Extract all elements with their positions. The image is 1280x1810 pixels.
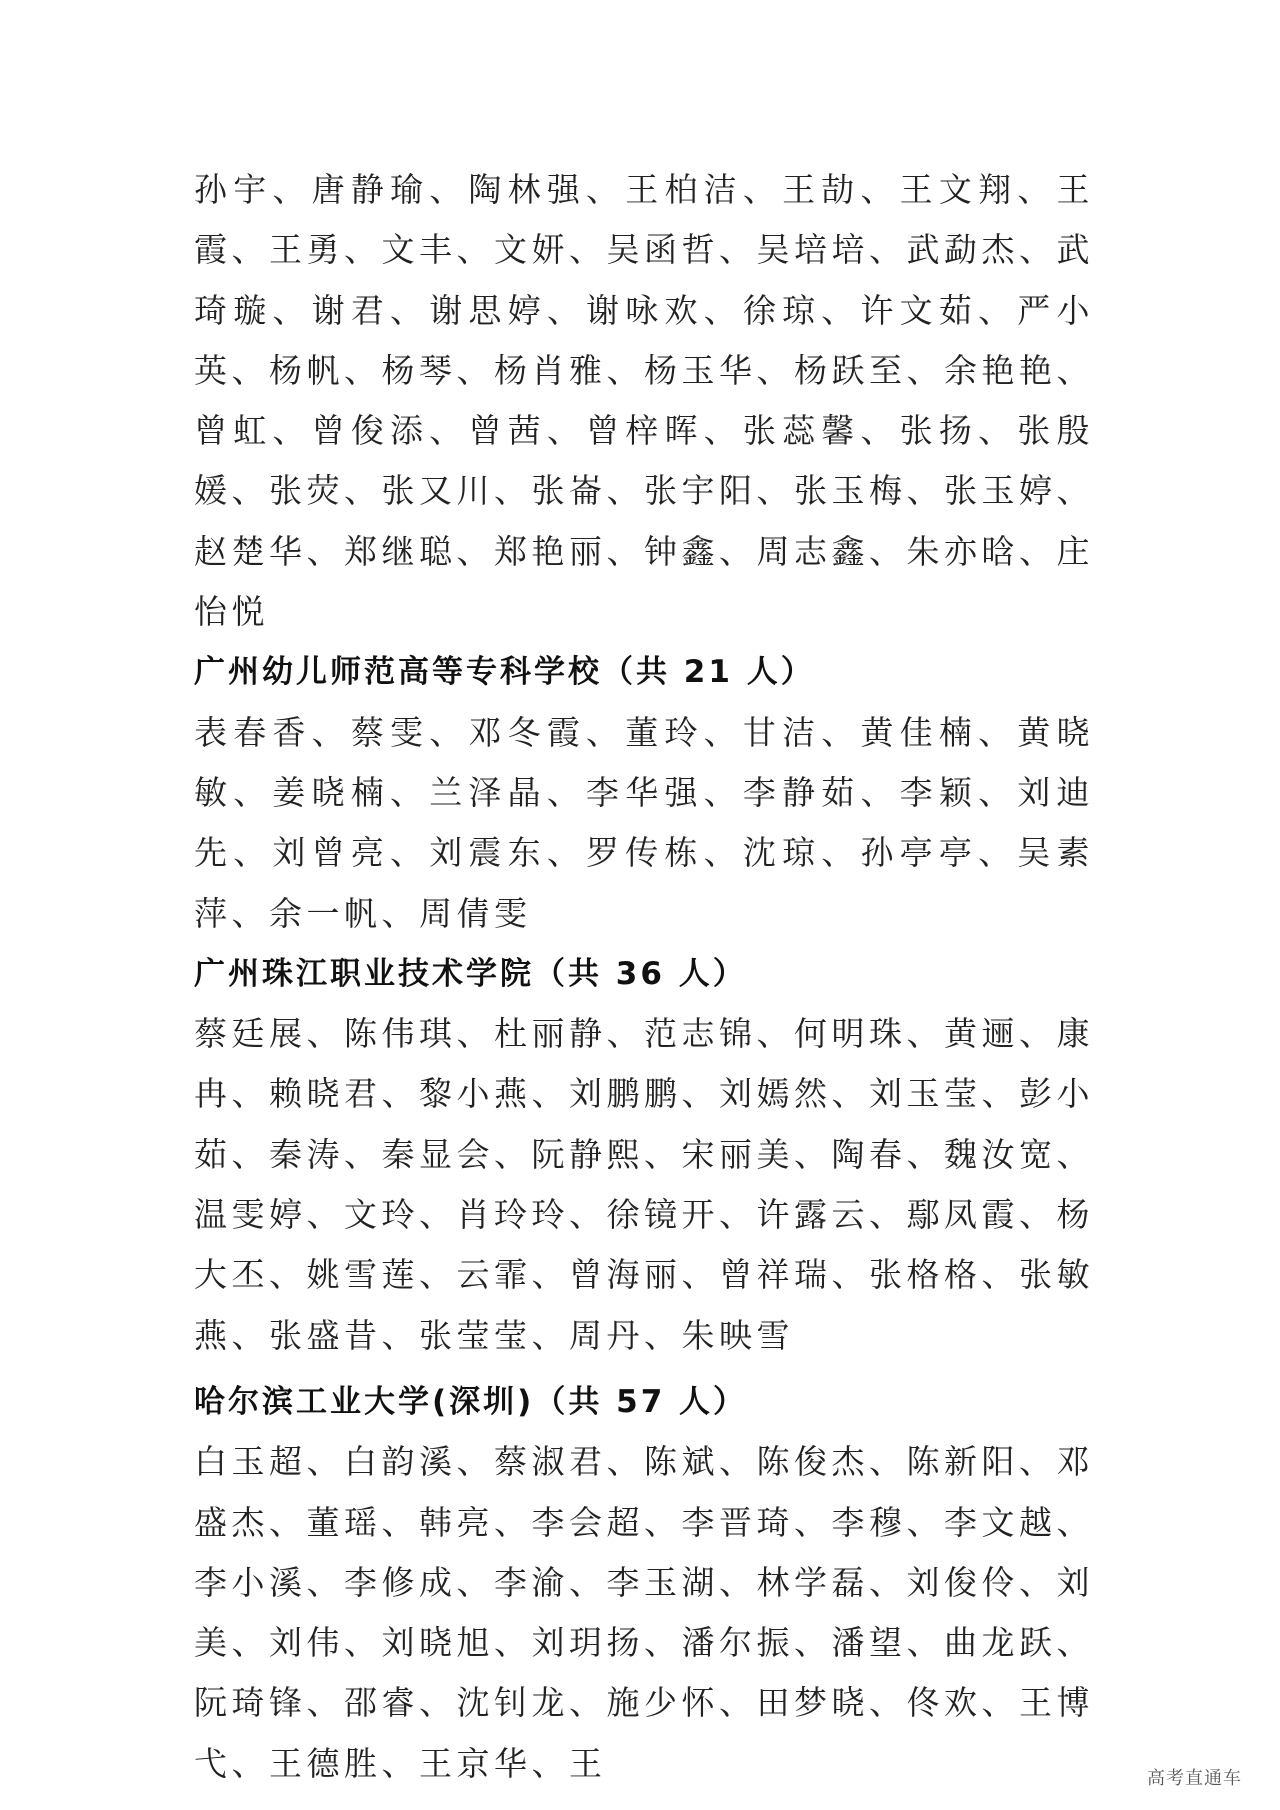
- name-list-guangzhou-preschool: 表春香、蔡雯、邓冬霞、董玲、甘洁、黄佳楠、黄晓敏、姜晓楠、兰泽晶、李华强、李静茹、李颖、刘迪先、刘曾亮、刘震东、罗传栋、沈琼、孙亭亭、吴素萍、余一帆、周倩雯: [194, 712, 1094, 933]
- watermark-label: 高考直通车: [1147, 1768, 1242, 1789]
- section-heading-hit-shenzhen: 哈尔滨工业大学(深圳)（共 57 人）: [194, 1383, 748, 1420]
- name-list-hit-shenzhen: 白玉超、白韵溪、蔡淑君、陈斌、陈俊杰、陈新阳、邓盛杰、董瑶、韩亮、李会超、李晋琦、李穆、李文越、李小溪、李修成、李渝、李玉湖、林学磊、刘俊伶、刘美、刘伟、刘晓旭、刘玥扬、潘尔振、潘望、曲龙跃、阮琦锋、邵睿、沈钊龙、施少怀、田梦晓、佟欢、王博弋、王德胜、王京华、王: [194, 1442, 1094, 1783]
- section-heading-zhujiang-vocational: 广州珠江职业技术学院（共 36 人）: [194, 955, 747, 992]
- document-body: [194, 160, 1094, 1794]
- section-heading-guangzhou-preschool: 广州幼儿师范高等专科学校（共 21 人）: [194, 654, 815, 691]
- name-list-zhujiang-vocational: 蔡廷展、陈伟琪、杜丽静、范志锦、何明珠、黄逦、康冉、赖晓君、黎小燕、刘鹏鹏、刘嫣然、刘玉莹、彭小茹、秦涛、秦显会、阮静熙、宋丽美、陶春、魏汝宽、温雯婷、文玲、肖玲玲、徐镜开、许露云、鄢凤霞、杨大丕、姚雪莲、云霏、曾海丽、曾祥瑞、张格格、张敏燕、张盛昔、张莹莹、周丹、朱映雪: [194, 1014, 1094, 1355]
- name-list-continued: 孙宇、唐静瑜、陶林强、王柏洁、王劼、王文翔、王霞、王勇、文丰、文妍、吴函哲、吴培培、武勐杰、武琦璇、谢君、谢思婷、谢咏欢、徐琼、许文茹、严小英、杨帆、杨琴、杨肖雅、杨玉华、杨跃至、余艳艳、曾虹、曾俊添、曾茜、曾梓晖、张蕊馨、张扬、张殷媛、张荧、张又川、张崙、张宇阳、张玉梅、张玉婷、赵楚华、郑继聪、郑艳丽、钟鑫、周志鑫、朱亦晗、庄怡悦: [194, 170, 1094, 632]
